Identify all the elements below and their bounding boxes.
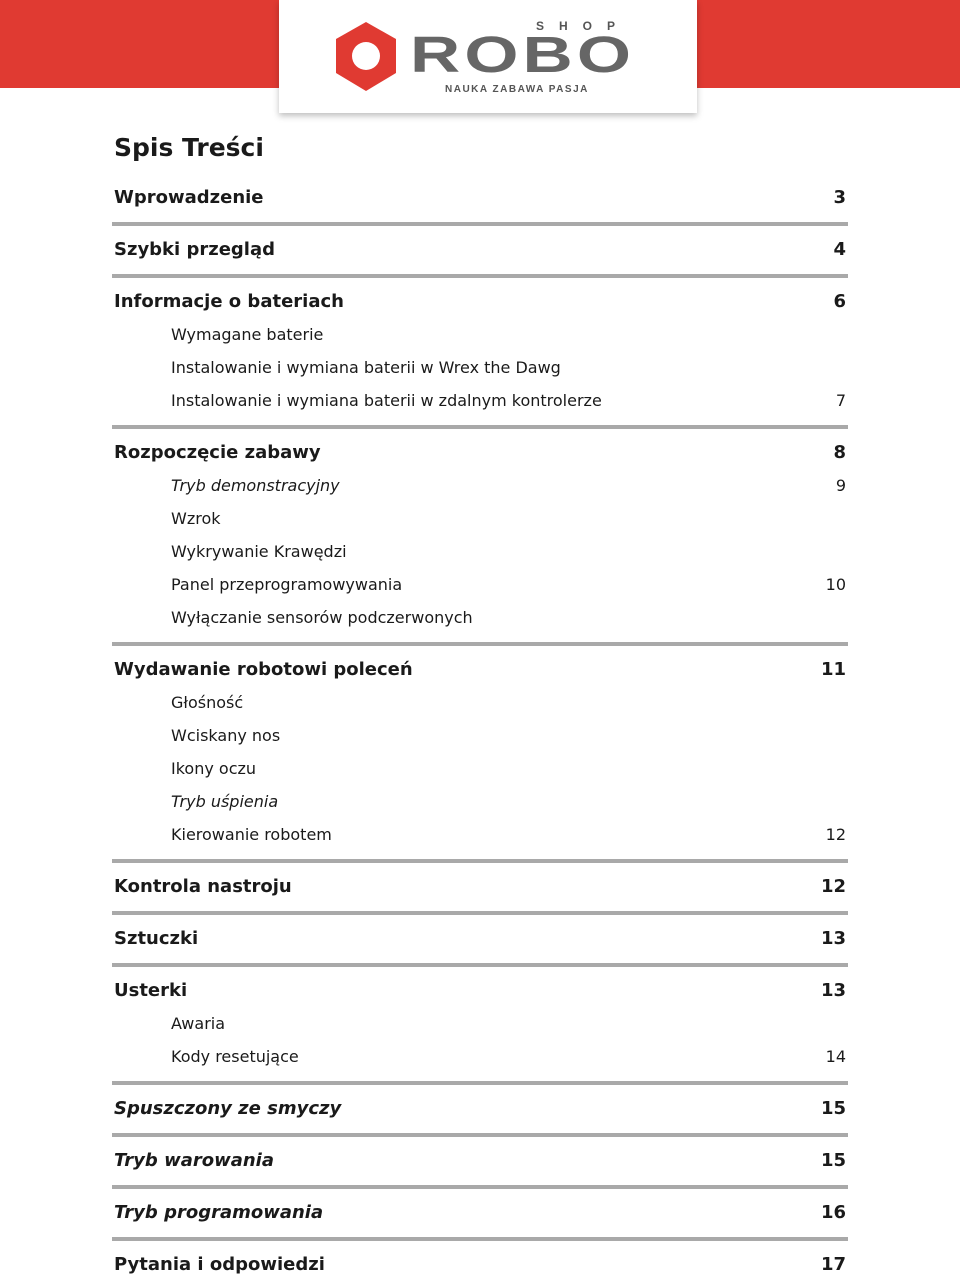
toc-entry-label: Wprowadzenie bbox=[114, 186, 264, 208]
toc-entry-label: Wymagane baterie bbox=[171, 324, 324, 344]
toc-subsection-entry[interactable] bbox=[114, 722, 846, 748]
toc-entry-label: Tryb demonstracyjny bbox=[171, 475, 340, 495]
toc-section-entry[interactable] bbox=[114, 925, 846, 951]
header-band-right bbox=[697, 0, 960, 88]
logo-tagline: NAUKA ZABAWA PASJA bbox=[445, 84, 589, 95]
toc-page-number: 4 bbox=[833, 238, 846, 260]
toc-section-entry[interactable] bbox=[114, 656, 846, 682]
toc-entry-label: Wykrywanie Krawędzi bbox=[171, 541, 347, 561]
toc-entry-label: Pytania i odpowiedzi bbox=[114, 1253, 325, 1275]
section-separator bbox=[112, 1185, 848, 1189]
toc-section-entry[interactable] bbox=[114, 977, 846, 1003]
toc-entry-label: Wciskany nos bbox=[171, 725, 281, 745]
toc-subsection-entry[interactable] bbox=[114, 538, 846, 564]
logo-shop-text: SHOP bbox=[536, 19, 631, 33]
toc-entry-label: Kierowanie robotem bbox=[171, 824, 332, 844]
toc-entry-label: Wyłączanie sensorów podczerwonych bbox=[171, 607, 473, 627]
logo-card bbox=[279, 0, 697, 113]
toc-subsection-entry[interactable] bbox=[114, 821, 846, 847]
toc-subsection-entry[interactable] bbox=[114, 354, 846, 380]
section-separator bbox=[112, 274, 848, 278]
toc-subsection-entry[interactable] bbox=[114, 321, 846, 347]
toc-page-number: 17 bbox=[820, 1253, 846, 1275]
toc-entry-label: Tryb uśpienia bbox=[171, 791, 279, 811]
toc-section-entry[interactable] bbox=[114, 1095, 846, 1121]
toc-entry-label: Tryb programowania bbox=[114, 1201, 324, 1223]
toc-subsection-entry[interactable] bbox=[114, 1010, 846, 1036]
toc-entry-label: Kody resetujące bbox=[171, 1046, 299, 1066]
toc-subsection-entry[interactable] bbox=[114, 689, 846, 715]
section-separator bbox=[112, 1237, 848, 1241]
section-separator bbox=[112, 425, 848, 429]
toc-subsection-entry[interactable] bbox=[114, 788, 846, 814]
toc-subsection-entry[interactable] bbox=[114, 472, 846, 498]
robo-shop-logo bbox=[279, 0, 697, 113]
section-separator bbox=[112, 911, 848, 915]
toc-section-entry[interactable] bbox=[114, 236, 846, 262]
toc-section-entry[interactable] bbox=[114, 873, 846, 899]
toc-entry-label: Instalowanie i wymiana baterii w Wrex the Dawg bbox=[171, 357, 561, 377]
toc-entry-label: Szybki przegląd bbox=[114, 238, 275, 260]
toc-entry-label: Awaria bbox=[171, 1013, 226, 1033]
toc-section-entry[interactable] bbox=[114, 1199, 846, 1225]
toc-page-number: 15 bbox=[820, 1149, 846, 1171]
toc-page-number: 11 bbox=[820, 658, 846, 680]
toc-entry-label: Usterki bbox=[114, 979, 188, 1001]
hexagon-hole bbox=[352, 42, 380, 70]
toc-subsection-entry[interactable] bbox=[114, 571, 846, 597]
toc-entry-label: Głośność bbox=[171, 692, 244, 712]
toc-entry-label: Kontrola nastroju bbox=[114, 875, 292, 897]
toc-section-entry[interactable] bbox=[114, 288, 846, 314]
toc-page-number: 7 bbox=[835, 390, 846, 410]
section-separator bbox=[112, 642, 848, 646]
toc-page-number: 12 bbox=[825, 824, 846, 844]
header-band-left bbox=[0, 0, 279, 88]
toc-subsection-entry[interactable] bbox=[114, 604, 846, 630]
toc-subsection-entry[interactable] bbox=[114, 1043, 846, 1069]
toc-page-number: 14 bbox=[825, 1046, 846, 1066]
section-separator bbox=[112, 222, 848, 226]
logo-robo-text: ROBO bbox=[410, 26, 635, 83]
toc-section-entry[interactable] bbox=[114, 1147, 846, 1173]
toc-entry-label: Rozpoczęcie zabawy bbox=[114, 441, 321, 463]
toc-page-number: 13 bbox=[820, 979, 846, 1001]
toc-subsection-entry[interactable] bbox=[114, 505, 846, 531]
toc-entry-label: Tryb warowania bbox=[114, 1149, 274, 1171]
toc-page-number: 16 bbox=[820, 1201, 846, 1223]
section-separator bbox=[112, 963, 848, 967]
toc-entry-label: Panel przeprogramowywania bbox=[171, 574, 403, 594]
toc-page-number: 13 bbox=[820, 927, 846, 949]
toc-page-number: 10 bbox=[825, 574, 846, 594]
toc-page-number: 15 bbox=[820, 1097, 846, 1119]
toc-entry-label: Wzrok bbox=[171, 508, 221, 528]
toc-page-number: 8 bbox=[833, 441, 846, 463]
toc-section-entry[interactable] bbox=[114, 184, 846, 210]
page-title: Spis Treści bbox=[114, 133, 264, 162]
toc-page-number: 9 bbox=[835, 475, 846, 495]
toc-subsection-entry[interactable] bbox=[114, 755, 846, 781]
section-separator bbox=[112, 1081, 848, 1085]
toc-entry-label: Wydawanie robotowi poleceń bbox=[114, 658, 413, 680]
toc-entry-label: Informacje o bateriach bbox=[114, 290, 344, 312]
toc-entry-label: Instalowanie i wymiana baterii w zdalnym kontrolerze bbox=[171, 390, 602, 410]
toc-page-number: 12 bbox=[820, 875, 846, 897]
toc-page-number: 3 bbox=[833, 186, 846, 208]
toc-section-entry[interactable] bbox=[114, 439, 846, 465]
section-separator bbox=[112, 1133, 848, 1137]
toc-entry-label: Ikony oczu bbox=[171, 758, 257, 778]
toc-entry-label: Spuszczony ze smyczy bbox=[114, 1097, 342, 1119]
toc-section-entry[interactable] bbox=[114, 1251, 846, 1277]
toc-entry-label: Sztuczki bbox=[114, 927, 199, 949]
toc-page-number: 6 bbox=[833, 290, 846, 312]
toc-subsection-entry[interactable] bbox=[114, 387, 846, 413]
section-separator bbox=[112, 859, 848, 863]
